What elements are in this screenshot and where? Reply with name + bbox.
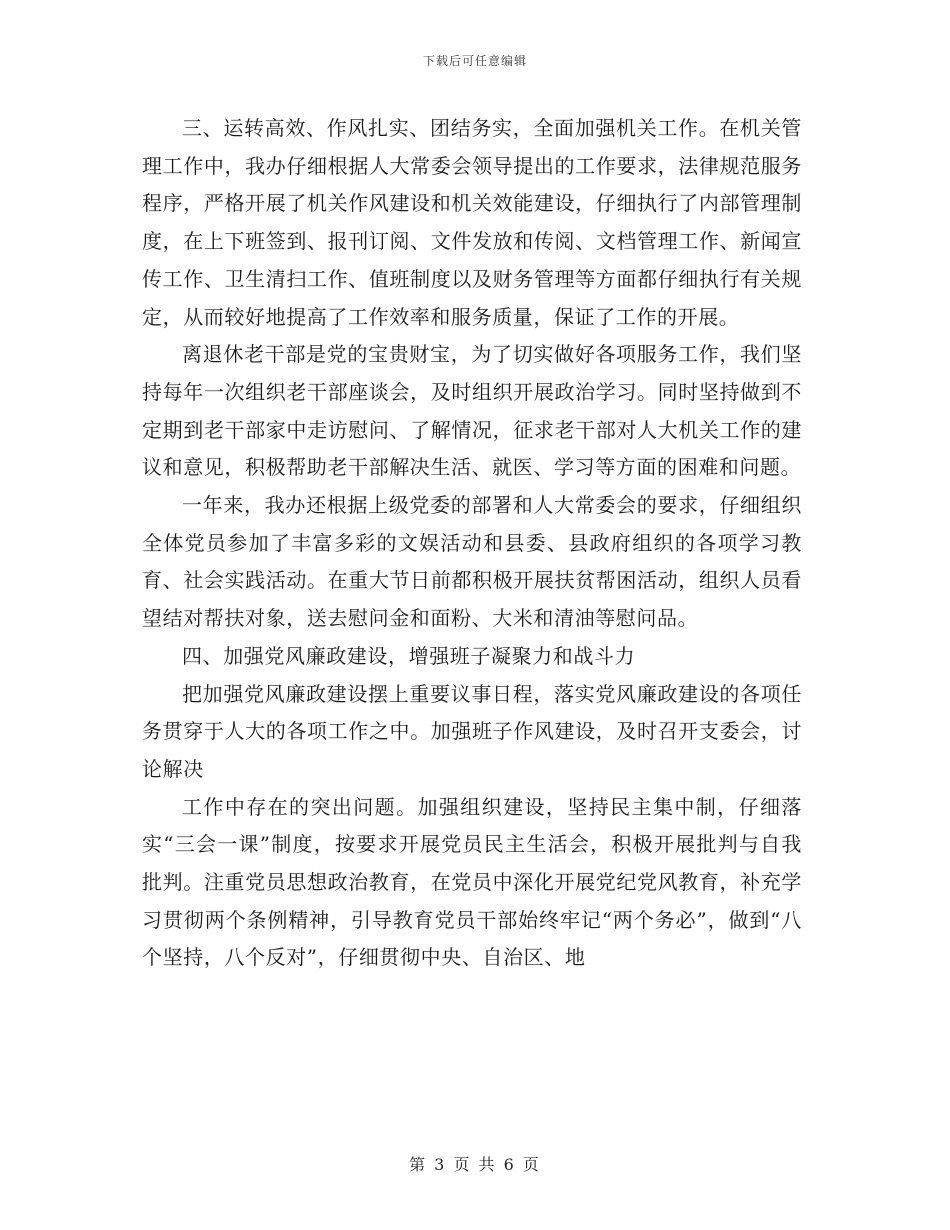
- page-footer: 第 3 页 共 6 页: [409, 1155, 541, 1174]
- paragraph-2: 离退休老干部是党的宝贵财宝，为了切实做好各项服务工作，我们坚持每年一次组织老干部座谈会，及时组织开展政治学习。同时坚持做到不定期到老干部家中走访慰问、了解情况，征求老干部对人大机关工作的建议和意见，积极帮助老干部解决生活、就医、学习等方面的困难和问题。: [142, 342, 802, 480]
- paragraph-3: 一年来，我办还根据上级党委的部署和人大常委会的要求，仔细组织全体党员参加了丰富多彩的文娱活动和县委、县政府组织的各项学习教育、社会实践活动。在重大节日前都积极开展扶贫帮困活动，组织人员看望结对帮扶对象，送去慰问金和面粉、大米和清油等慰问品。: [142, 493, 802, 631]
- paragraph-1: 三、运转高效、作风扎实、团结务实，全面加强机关工作。在机关管理工作中，我办仔细根据人大常委会领导提出的工作要求，法律规范服务程序，严格开展了机关作风建设和机关效能建设，仔细执行了内部管理制度，在上下班签到、报刊订阅、文件发放和传阅、文档管理工作、新闻宣传工作、卫生清扫工作、值班制度以及财务管理等方面都仔细执行有关规定，从而较好地提高了工作效率和服务质量，保证了工作的开展。: [142, 116, 802, 329]
- section-heading-4: 四、加强党风廉政建设，增强班子凝聚力和战斗力: [182, 643, 636, 668]
- paragraph-6: 工作中存在的突出问题。加强组织建设，坚持民主集中制，仔细落实“三会一课”制度，按要求开展党员民主生活会，积极开展批判与自我批判。注重党员思想政治教育，在党员中深化开展党纪党风教育，补充学习贯彻两个条例精神，引导教育党员干部始终牢记“两个务必”，做到“八个坚持，八个反对”，仔细贯彻中央、自治区、地: [142, 794, 802, 970]
- paragraph-5: 把加强党风廉政建设摆上重要议事日程，落实党风廉政建设的各项任务贯穿于人大的各项工作之中。加强班子作风建设，及时召开支委会，讨论解决: [142, 681, 802, 781]
- page-header: 下载后可任意编辑: [422, 54, 527, 68]
- document-body: [142, 110, 802, 977]
